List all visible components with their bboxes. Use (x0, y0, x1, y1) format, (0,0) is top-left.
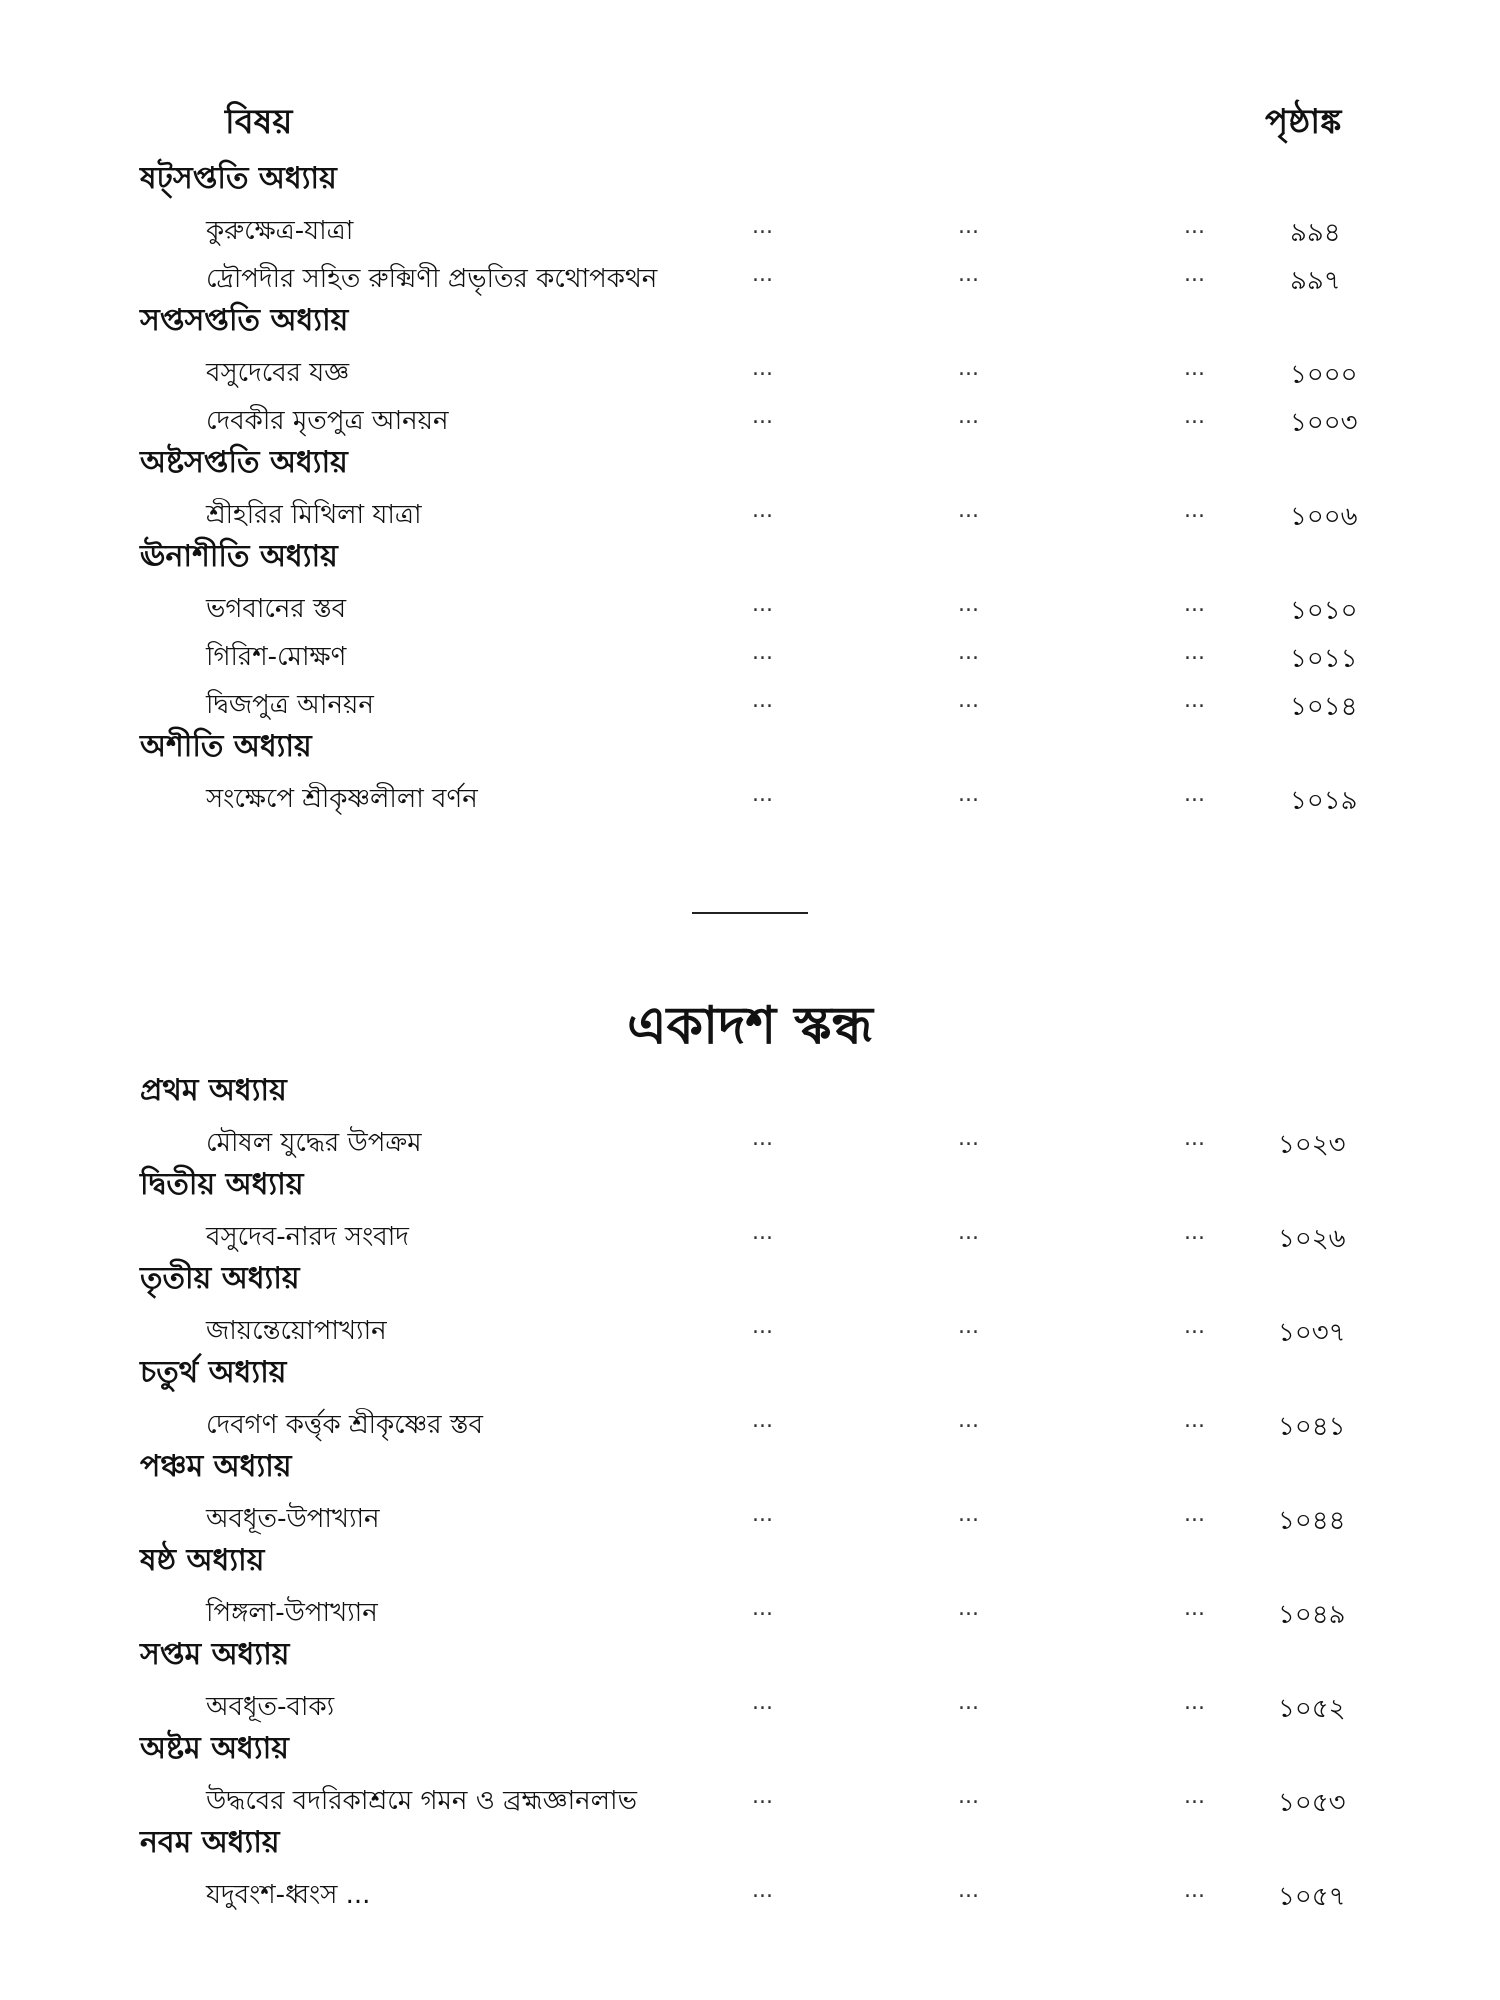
column-header-page: পৃষ্ঠাঙ্ক (1265, 102, 1342, 142)
dot-leader: ... (752, 1220, 773, 1245)
dot-leader: ... (958, 1314, 979, 1339)
dot-leader: ... (1184, 1314, 1205, 1339)
dot-leader: ... (752, 688, 773, 713)
entry-page-number: ১০১৪ (1290, 692, 1358, 722)
dot-leader: ... (752, 1690, 773, 1715)
dot-leader: ... (958, 592, 979, 617)
entry-page-number: ১০০০ (1290, 360, 1358, 390)
toc-entry (140, 1678, 1370, 1726)
dot-leader: ... (958, 1690, 979, 1715)
chapter-heading: অষ্টম অধ্যায় (140, 1731, 289, 1766)
dot-leader: ... (1184, 1502, 1205, 1527)
toc-entry (140, 202, 1370, 250)
toc-entry (140, 1208, 1370, 1256)
entry-page-number: ১০১৯ (1290, 786, 1358, 816)
dot-leader: ... (958, 1220, 979, 1245)
chapter-heading: সপ্তম অধ্যায় (140, 1637, 290, 1672)
dot-leader: ... (1184, 688, 1205, 713)
dot-leader: ... (958, 1502, 979, 1527)
entry-page-number: ৯৯৭ (1290, 266, 1341, 296)
dot-leader: ... (958, 1596, 979, 1621)
dot-leader: ... (752, 1126, 773, 1151)
entry-title: অবধূত-বাক্য (206, 1692, 335, 1722)
dot-leader: ... (958, 1408, 979, 1433)
dot-leader: ... (1184, 498, 1205, 523)
dot-leader: ... (752, 1596, 773, 1621)
entry-page-number: ১০৪৪ (1278, 1506, 1346, 1536)
dot-leader: ... (958, 214, 979, 239)
chapter-heading: ঊনাশীতি অধ্যায় (140, 539, 338, 574)
chapter-heading: অশীতি অধ্যায় (140, 729, 312, 764)
dot-leader: ... (752, 1408, 773, 1433)
chapter-heading: অষ্টসপ্ততি অধ্যায় (140, 445, 348, 480)
entry-page-number: ১০৩৭ (1278, 1318, 1346, 1348)
toc-entry (140, 1490, 1370, 1538)
toc-entry (140, 344, 1370, 392)
dot-leader: ... (1184, 782, 1205, 807)
dot-leader: ... (1184, 1220, 1205, 1245)
dot-leader: ... (958, 1784, 979, 1809)
chapter-heading: চতুর্থ অধ্যায় (140, 1355, 287, 1390)
toc-part-2 (140, 1068, 1370, 1914)
dot-leader: ... (1184, 640, 1205, 665)
dot-leader: ... (752, 782, 773, 807)
entry-title: শ্রীহরির মিথিলা যাত্রা (206, 500, 422, 530)
dot-leader: ... (1184, 356, 1205, 381)
chapter-heading: পঞ্চম অধ্যায় (140, 1449, 292, 1484)
entry-page-number: ১০৫৭ (1278, 1882, 1346, 1912)
chapter-heading: দ্বিতীয় অধ্যায় (140, 1167, 304, 1202)
entry-page-number: ১০৪৯ (1278, 1600, 1346, 1630)
dot-leader: ... (752, 214, 773, 239)
toc-entry (140, 486, 1370, 534)
dot-leader: ... (752, 498, 773, 523)
entry-title: মৌষল যুদ্ধের উপক্রম (206, 1128, 422, 1158)
dot-leader: ... (958, 498, 979, 523)
entry-page-number: ১০০৩ (1290, 408, 1358, 438)
dot-leader: ... (1184, 262, 1205, 287)
toc-entry (140, 1772, 1370, 1820)
entry-title: দ্রৌপদীর সহিত রুক্মিণী প্রভৃতির কথোপকথন (206, 264, 658, 294)
toc-entry (140, 250, 1370, 298)
column-header-subject: বিষয় (225, 102, 293, 142)
toc-entry (140, 1866, 1370, 1914)
dot-leader: ... (752, 356, 773, 381)
section-title: একাদশ স্কন্ধ (627, 996, 873, 1056)
chapter-heading: নবম অধ্যায় (140, 1825, 280, 1860)
toc-entry (140, 1396, 1370, 1444)
dot-leader: ... (752, 404, 773, 429)
toc-entry (140, 628, 1370, 676)
toc-entry (140, 770, 1370, 818)
entry-page-number: ১০৪১ (1278, 1412, 1346, 1442)
dot-leader: ... (1184, 1690, 1205, 1715)
dot-leader: ... (958, 1878, 979, 1903)
dot-leader: ... (958, 640, 979, 665)
dot-leader: ... (752, 640, 773, 665)
entry-title: ভগবানের স্তব (206, 594, 347, 624)
entry-title: দেবগণ কর্ত্তৃক শ্রীকৃষ্ণের স্তব (206, 1410, 483, 1440)
dot-leader: ... (752, 1502, 773, 1527)
toc-entry (140, 1584, 1370, 1632)
toc-entry (140, 1114, 1370, 1162)
dot-leader: ... (1184, 404, 1205, 429)
dot-leader: ... (958, 404, 979, 429)
dot-leader: ... (958, 688, 979, 713)
dot-leader: ... (752, 1878, 773, 1903)
chapter-heading: ষষ্ঠ অধ্যায় (140, 1543, 265, 1578)
toc-entry (140, 676, 1370, 724)
entry-page-number: ১০২৬ (1278, 1224, 1346, 1254)
dot-leader: ... (958, 262, 979, 287)
toc-entry (140, 580, 1370, 628)
toc-entry (140, 392, 1370, 440)
chapter-heading: সপ্তসপ্ততি অধ্যায় (140, 303, 349, 338)
section-divider (692, 912, 808, 914)
entry-page-number: ৯৯৪ (1290, 218, 1341, 248)
entry-title: গিরিশ-মোক্ষণ (206, 642, 347, 672)
dot-leader: ... (958, 782, 979, 807)
entry-page-number: ১০১০ (1290, 596, 1358, 626)
entry-page-number: ১০৫৩ (1278, 1788, 1346, 1818)
dot-leader: ... (958, 1126, 979, 1151)
dot-leader: ... (752, 262, 773, 287)
dot-leader: ... (1184, 1878, 1205, 1903)
entry-title: অবধূত-উপাখ্যান (206, 1504, 380, 1534)
entry-title: কুরুক্ষেত্র-যাত্রা (206, 216, 354, 246)
entry-page-number: ১০২৩ (1278, 1130, 1346, 1160)
dot-leader: ... (1184, 214, 1205, 239)
entry-title: পিঙ্গলা-উপাখ্যান (206, 1598, 378, 1628)
entry-title: সংক্ষেপে শ্রীকৃষ্ণলীলা বর্ণন (206, 784, 478, 814)
dot-leader: ... (752, 1784, 773, 1809)
chapter-heading: প্রথম অধ্যায় (140, 1073, 287, 1108)
dot-leader: ... (752, 592, 773, 617)
entry-page-number: ১০০৬ (1290, 502, 1358, 532)
dot-leader: ... (1184, 1126, 1205, 1151)
entry-title: দ্বিজপুত্র আনয়ন (206, 690, 374, 720)
chapter-heading: তৃতীয় অধ্যায় (140, 1261, 300, 1296)
dot-leader: ... (1184, 592, 1205, 617)
chapter-heading: ষট্‌সপ্ততি অধ্যায় (140, 161, 337, 196)
toc-part-1 (140, 156, 1370, 818)
entry-title: বসুদেব-নারদ সংবাদ (206, 1222, 409, 1252)
toc-entry (140, 1302, 1370, 1350)
entry-title: দেবকীর মৃতপুত্র আনয়ন (206, 406, 449, 436)
dot-leader: ... (1184, 1408, 1205, 1433)
entry-title: যদুবংশ-ধ্বংস ... (206, 1880, 371, 1910)
dot-leader: ... (1184, 1596, 1205, 1621)
dot-leader: ... (958, 356, 979, 381)
entry-page-number: ১০৫২ (1278, 1694, 1346, 1724)
entry-title: বসুদেবের যজ্ঞ (206, 358, 350, 388)
entry-title: জায়ন্তেয়োপাখ্যান (206, 1316, 387, 1346)
dot-leader: ... (752, 1314, 773, 1339)
dot-leader: ... (1184, 1784, 1205, 1809)
entry-title: উদ্ধবের বদরিকাশ্রমে গমন ও ব্রহ্মজ্ঞানলাভ (206, 1786, 637, 1816)
entry-page-number: ১০১১ (1290, 644, 1358, 674)
